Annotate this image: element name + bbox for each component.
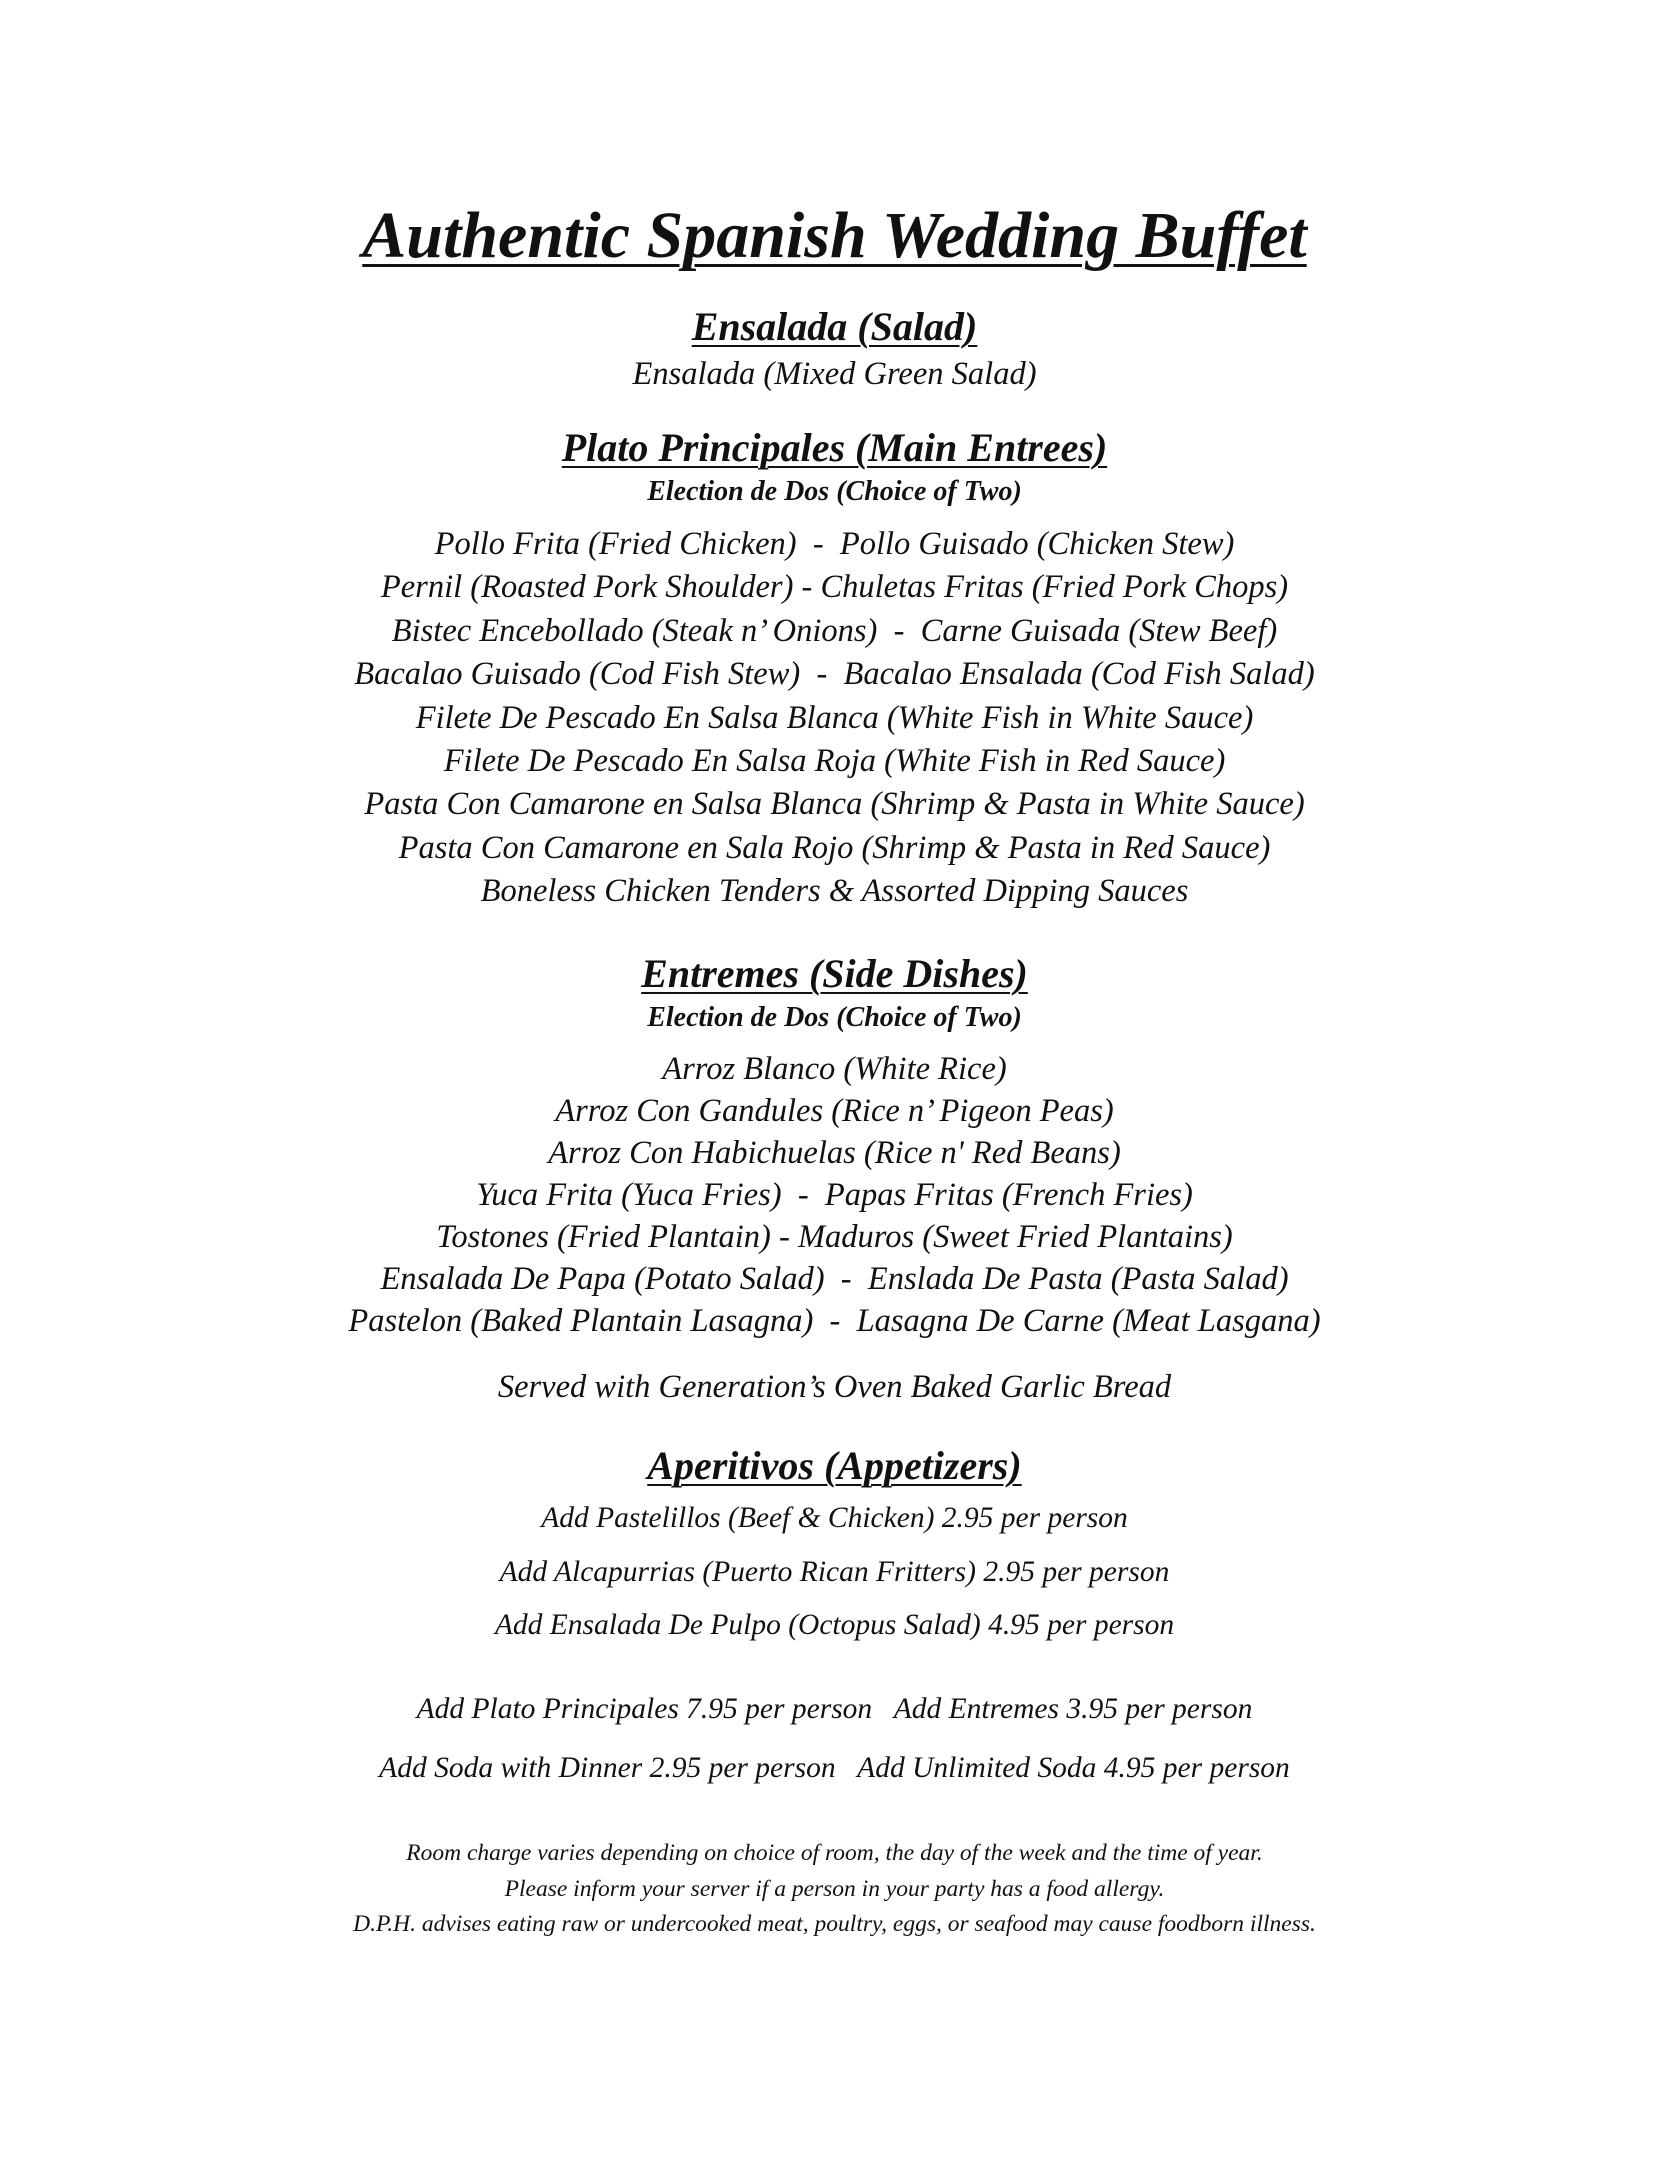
list-item: Bacalao Guisado (Cod Fish Stew) - Bacalao Ensalada (Cod Fish Salad) bbox=[354, 656, 1315, 693]
note-line: D.P.H. advises eating raw or undercooked meat, poultry, eggs, or seafood may cause foodborn illness. bbox=[353, 1911, 1316, 1937]
list-item: Add Soda with Dinner 2.95 per person Add Unlimited Soda 4.95 per person bbox=[379, 1751, 1290, 1784]
main-entrees-list bbox=[0, 523, 1669, 914]
list-item: Ensalada (Mixed Green Salad) bbox=[632, 356, 1037, 392]
list-item: Arroz Blanco (White Rice) bbox=[662, 1051, 1007, 1087]
salad-list bbox=[0, 353, 1669, 395]
list-item: Add Pastelillos (Beef & Chicken) 2.95 per person bbox=[541, 1502, 1128, 1534]
side-dishes-heading: Entremes (Side Dishes) bbox=[641, 951, 1028, 996]
note-line: Please inform your server if a person in your party has a food allergy. bbox=[504, 1875, 1165, 1902]
list-item: Ensalada De Papa (Potato Salad) - Enslada De Pasta (Pasta Salad) bbox=[380, 1261, 1289, 1297]
list-item: Yuca Frita (Yuca Fries) - Papas Fritas (French Fries) bbox=[476, 1177, 1193, 1213]
bread-note: Served with Generation’s Oven Baked Garlic Bread bbox=[497, 1369, 1172, 1405]
list-item: Add Ensalada De Pulpo (Octopus Salad) 4.95 per person bbox=[494, 1609, 1175, 1641]
list-item: Bistec Encebollado (Steak n’ Onions) - Carne Guisada (Stew Beef) bbox=[391, 612, 1278, 649]
appetizers-list bbox=[0, 1492, 1669, 1653]
list-item: Filete De Pescado En Salsa Blanca (White Fish in White Sauce) bbox=[415, 699, 1254, 736]
main-entrees-subheading: Election de Dos (Choice of Two) bbox=[647, 476, 1022, 507]
list-item: Pasta Con Camarone en Sala Rojo (Shrimp & Pasta in Red Sauce) bbox=[398, 829, 1271, 866]
list-item: Pastelon (Baked Plantain Lasagna) - Lasagna De Carne (Meat Lasgana) bbox=[348, 1303, 1321, 1339]
list-item: Arroz Con Gandules (Rice n’ Pigeon Peas) bbox=[555, 1093, 1114, 1129]
addons-list bbox=[0, 1680, 1669, 1797]
list-item: Pollo Frita (Fried Chicken) - Pollo Guisado (Chicken Stew) bbox=[434, 526, 1235, 562]
list-item: Arroz Con Habichuelas (Rice n' Red Beans) bbox=[548, 1135, 1121, 1171]
side-dishes-subheading: Election de Dos (Choice of Two) bbox=[647, 1002, 1022, 1033]
list-item: Add Plato Principales 7.95 per person Add Entremes 3.95 per person bbox=[416, 1693, 1253, 1725]
salad-heading: Ensalada (Salad) bbox=[691, 304, 978, 349]
main-entrees-heading: Plato Principales (Main Entrees) bbox=[561, 425, 1108, 470]
appetizers-heading: Aperitivos (Appetizers) bbox=[647, 1443, 1022, 1488]
list-item: Add Alcapurrias (Puerto Rican Fritters) 2.95 per person bbox=[499, 1555, 1170, 1588]
list-item: Pernil (Roasted Pork Shoulder) - Chuletas Fritas (Fried Pork Chops) bbox=[380, 569, 1289, 606]
side-dishes-list bbox=[0, 1048, 1669, 1342]
note-line: Room charge varies depending on choice of room, the day of the week and the time of year. bbox=[406, 1840, 1263, 1866]
fine-print bbox=[0, 1836, 1669, 1943]
list-item: Boneless Chicken Tenders & Assorted Dipping Sauces bbox=[480, 873, 1189, 910]
menu-title: Authentic Spanish Wedding Buffet bbox=[362, 199, 1307, 272]
list-item: Tostones (Fried Plantain) - Maduros (Sweet Fried Plantains) bbox=[436, 1219, 1233, 1255]
list-item: Filete De Pescado En Salsa Roja (White Fish in Red Sauce) bbox=[443, 743, 1226, 780]
list-item: Pasta Con Camarone en Salsa Blanca (Shrimp & Pasta in White Sauce) bbox=[364, 786, 1305, 823]
